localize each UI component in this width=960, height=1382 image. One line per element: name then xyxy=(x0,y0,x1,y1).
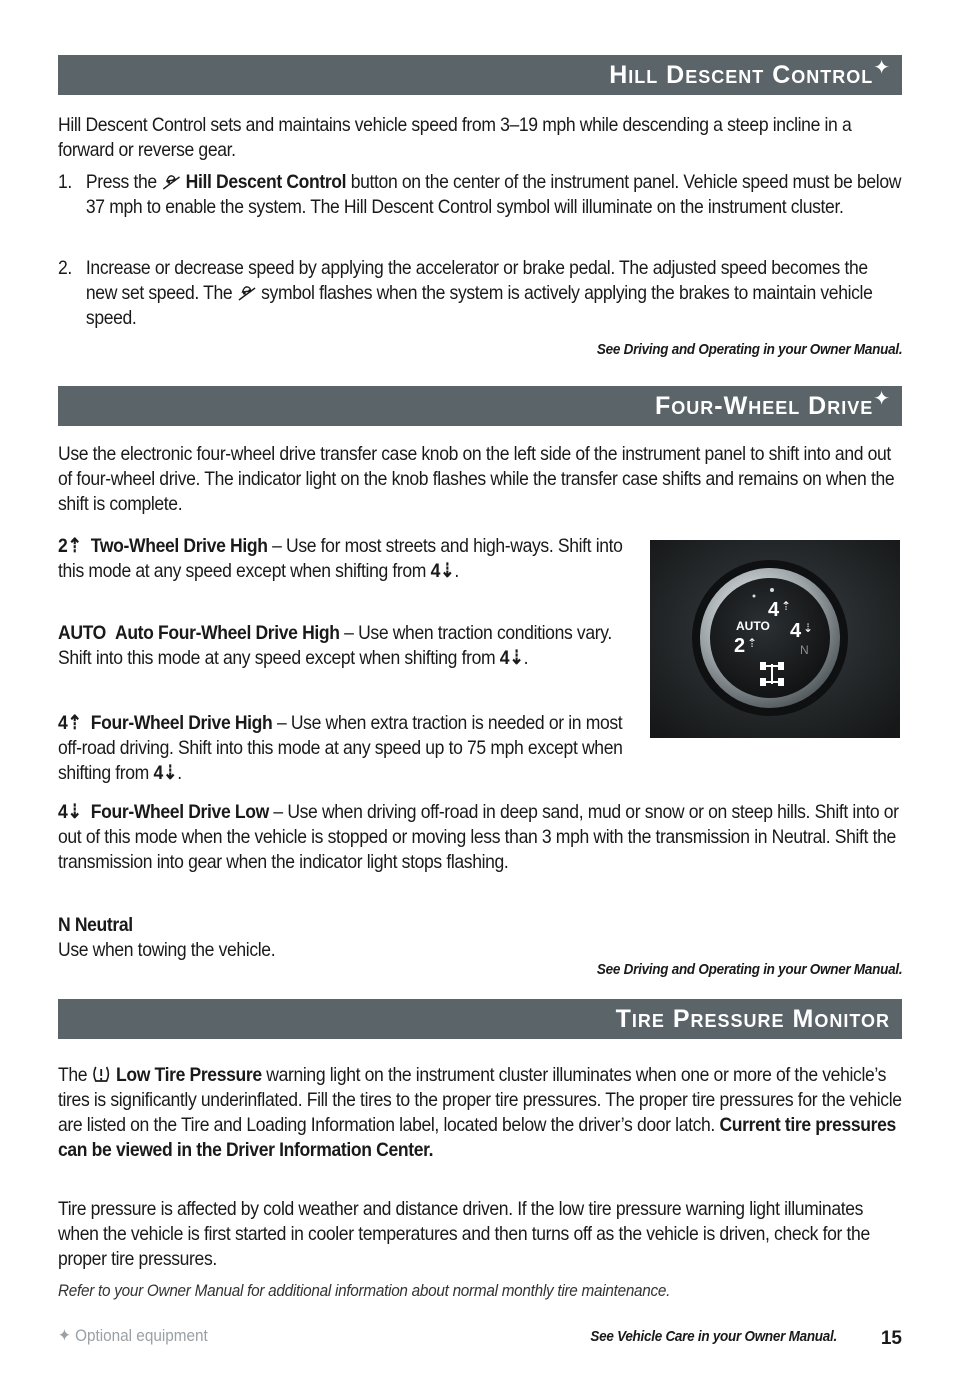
mode-four-wheel-low: 4⇣ Four-Wheel Drive Low – Use when driving off-road in deep sand, mud or snow or on steep hills. Shift into or out of this mode when the vehicle is stopped or moving less than 3 mph with the transmission in Neutral. Shift the transmission into gear when the indicator light stops flashing. xyxy=(58,801,899,873)
knob-label-four-low: 4 xyxy=(790,620,802,642)
page-number: 15 xyxy=(880,1328,902,1349)
section-title: Hill Descent Control xyxy=(609,61,874,89)
hdc-step-2: 2. Increase or decrease speed by applying the accelerator or brake pedal. The adjusted speed becomes the new set speed. The symbol flashes when the system is actively applying the brakes to maintain vehicle speed. xyxy=(58,257,873,329)
arrow-up-icon: ⇡ xyxy=(67,535,82,557)
fwd-intro: Use the electronic four-wheel drive transfer case knob on the left side of the instrument panel to shift into and out of four-wheel drive. The indicator light on the knob flashes while the transfer case shifts and remains on when the shift is complete. xyxy=(58,443,895,515)
optional-equipment-note: ✦ Optional equipment xyxy=(58,1326,208,1345)
tpm-refer-note: Refer to your Owner Manual for additional information about normal monthly tire maintenance. xyxy=(58,1281,671,1300)
optional-star-icon: ✦ xyxy=(873,57,890,79)
hdc-step-1: 1. Press the Hill Descent Control button on the center of the instrument panel. Vehicle speed must be below 37 mph to enable the system. The Hill Descent Control symbol will illuminate on the instrument cluster. xyxy=(58,171,902,218)
section-title: Four-Wheel Drive xyxy=(655,392,874,420)
knob-label-neutral: N xyxy=(800,643,809,657)
low-tire-pressure-icon xyxy=(92,1064,112,1084)
knob-arrow-up-icon: ⇡ xyxy=(781,599,792,613)
knob-illustration xyxy=(650,540,900,738)
section-header-tire-pressure xyxy=(58,999,902,1039)
knob-arrow-down-icon: ⇣ xyxy=(803,621,814,635)
arrow-down-icon: ⇣ xyxy=(509,647,524,669)
arrow-up-icon: ⇡ xyxy=(67,712,82,734)
fwd-see-manual: See Driving and Operating in your Owner Manual. xyxy=(596,961,902,978)
arrow-down-icon: ⇣ xyxy=(162,762,178,784)
hill-descent-icon xyxy=(237,282,257,302)
arrow-down-icon: ⇣ xyxy=(439,560,455,582)
tpm-see-manual: See Vehicle Care in your Owner Manual. xyxy=(590,1328,837,1345)
mode-neutral: N Neutral Use when towing the vehicle. xyxy=(58,914,276,961)
knob-label-four-high: 4 xyxy=(768,599,780,621)
arrow-down-icon: ⇣ xyxy=(67,801,82,823)
transfer-case-knob-photo xyxy=(650,540,900,738)
hill-descent-icon xyxy=(161,171,181,191)
mode-auto: AUTO Auto Four-Wheel Drive High – Use when traction conditions vary. Shift into this mode at any speed except when shifting from 4⇣. xyxy=(58,622,612,669)
tpm-paragraph-1: The Low Tire Pressure warning light on the instrument cluster illuminates when one or more of the vehicle’s tires is significantly underinflated. Fill the tires to the proper tire pressures. The proper tire pressures for the vehicle are listed on the Tire and Loading Information label, located below the driver’s door latch. Current tire pressures can be viewed in the Driver Information Center. xyxy=(58,1064,902,1161)
mode-two-wheel-high: 2⇡ Two-Wheel Drive High – Use for most streets and high-ways. Shift into this mode at any speed except when shifting from 4⇣. xyxy=(58,535,623,582)
hdc-intro: Hill Descent Control sets and maintains vehicle speed from 3–19 mph while descending a steep incline in a forward or reverse gear. xyxy=(58,114,852,161)
tpm-paragraph-2: Tire pressure is affected by cold weather and distance driven. If the low tire pressure warning light illuminates when the vehicle is first started in cooler temperatures and then turns off as the vehicle is driven, check for the proper tire pressures. xyxy=(58,1198,870,1270)
mode-four-wheel-high: 4⇡ Four-Wheel Drive High – Use when extra traction is needed or in most off-road driving. Shift into this mode at any speed up to 75 mph except when shifting from 4⇣. xyxy=(58,712,623,784)
section-header-four-wheel-drive xyxy=(58,386,902,426)
knob-arrow-up-icon: ⇡ xyxy=(747,636,758,650)
hdc-see-manual: See Driving and Operating in your Owner Manual. xyxy=(596,341,902,358)
section-title: Tire Pressure Monitor xyxy=(615,1005,890,1033)
optional-star-icon: ✦ xyxy=(873,388,890,410)
knob-label-two: 2 xyxy=(734,635,746,657)
knob-label-auto: AUTO xyxy=(736,619,770,633)
section-header-hill-descent xyxy=(58,55,902,95)
